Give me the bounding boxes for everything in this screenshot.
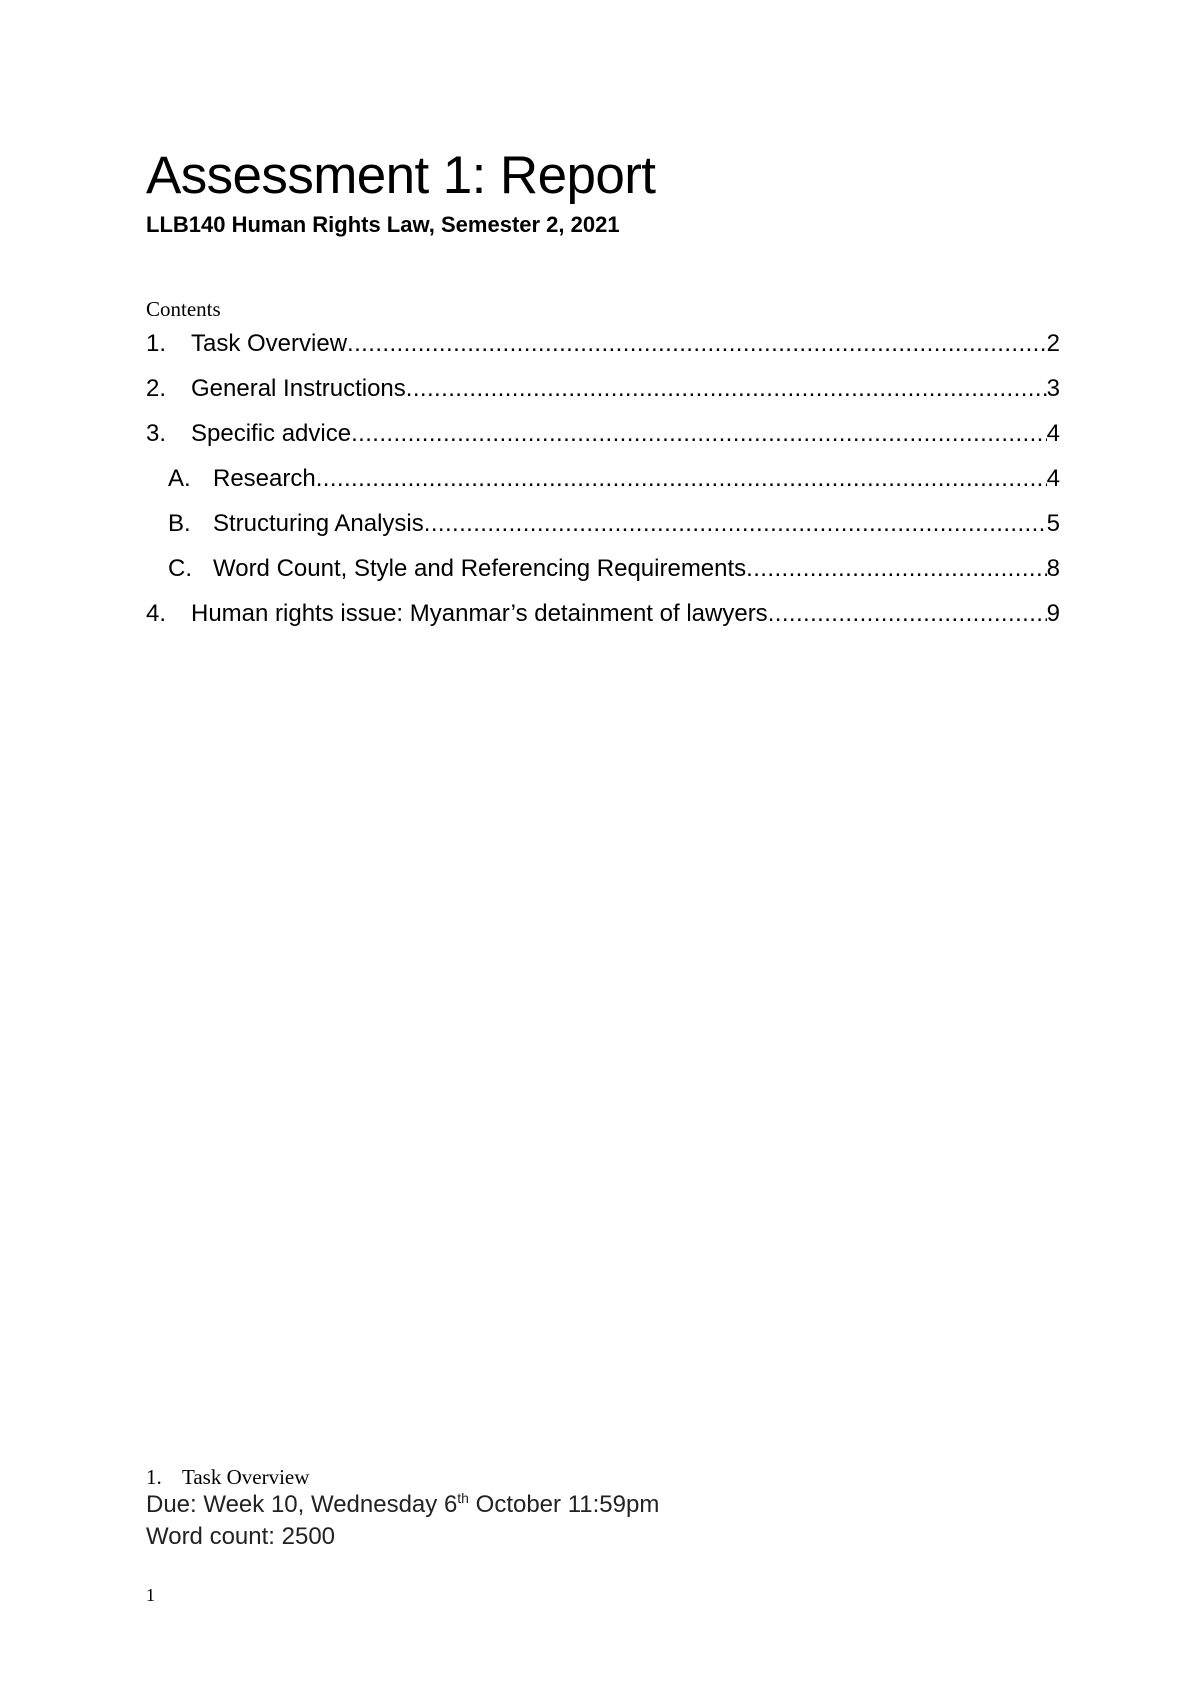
toc-entry-number: A. — [168, 465, 191, 492]
toc-entry-number: 2. — [146, 375, 167, 402]
table-of-contents — [146, 321, 1060, 636]
toc-entry-human-rights-issue[interactable] — [146, 591, 1060, 636]
toc-entry-page: 9 — [1046, 600, 1060, 627]
toc-dot-leader — [424, 501, 1047, 546]
toc-entry-structuring-analysis[interactable] — [146, 501, 1060, 546]
toc-entry-task-overview[interactable] — [146, 321, 1060, 366]
due-date-ordinal: th — [457, 1490, 469, 1506]
toc-entry-label: Task Overview — [191, 330, 348, 357]
toc-entry-page: 2 — [1046, 330, 1060, 357]
toc-entry-number: 1. — [146, 330, 167, 357]
section-heading-task-overview — [146, 1464, 309, 1490]
contents-heading: Contents — [146, 297, 221, 321]
toc-entry-research[interactable] — [146, 456, 1060, 501]
toc-entry-specific-advice[interactable] — [146, 411, 1060, 456]
toc-entry-label: General Instructions — [191, 375, 406, 402]
toc-dot-leader — [351, 411, 1047, 456]
toc-entry-page: 4 — [1046, 465, 1060, 492]
toc-entry-label: Specific advice — [191, 420, 352, 447]
due-date-time: October 11:59pm — [468, 1491, 660, 1518]
toc-entry-page: 8 — [1046, 555, 1060, 582]
toc-entry-label: Human rights issue: Myanmar’s detainment of lawyers — [191, 600, 768, 627]
word-count-line: Word count: 2500 — [146, 1523, 336, 1550]
toc-entry-label: Research — [213, 465, 316, 492]
toc-entry-label: Structuring Analysis — [213, 510, 424, 537]
toc-entry-number: C. — [168, 555, 192, 582]
toc-dot-leader — [746, 546, 1046, 591]
toc-entry-general-instructions[interactable] — [146, 366, 1060, 411]
document-title: Assessment 1: Report — [146, 146, 656, 205]
toc-entry-page: 4 — [1046, 420, 1060, 447]
document-subtitle: LLB140 Human Rights Law, Semester 2, 2021 — [146, 212, 620, 237]
toc-entry-word-count-style-referencing[interactable] — [146, 546, 1060, 591]
toc-entry-page: 5 — [1046, 510, 1060, 537]
due-date-line — [146, 1489, 659, 1521]
toc-entry-number: B. — [168, 510, 191, 537]
toc-dot-leader — [406, 366, 1047, 411]
toc-dot-leader — [347, 321, 1047, 366]
toc-entry-label: Word Count, Style and Referencing Requirements — [213, 555, 747, 582]
section-number: 1. — [146, 1465, 162, 1489]
toc-entry-number: 3. — [146, 420, 167, 447]
page-number: 1 — [146, 1585, 155, 1605]
toc-entry-page: 3 — [1046, 375, 1060, 402]
toc-dot-leader — [316, 456, 1047, 501]
section-title: Task Overview — [182, 1465, 310, 1489]
toc-entry-number: 4. — [146, 600, 167, 627]
due-date-text: Due: Week 10, Wednesday 6 — [146, 1491, 458, 1518]
toc-dot-leader — [768, 591, 1047, 636]
